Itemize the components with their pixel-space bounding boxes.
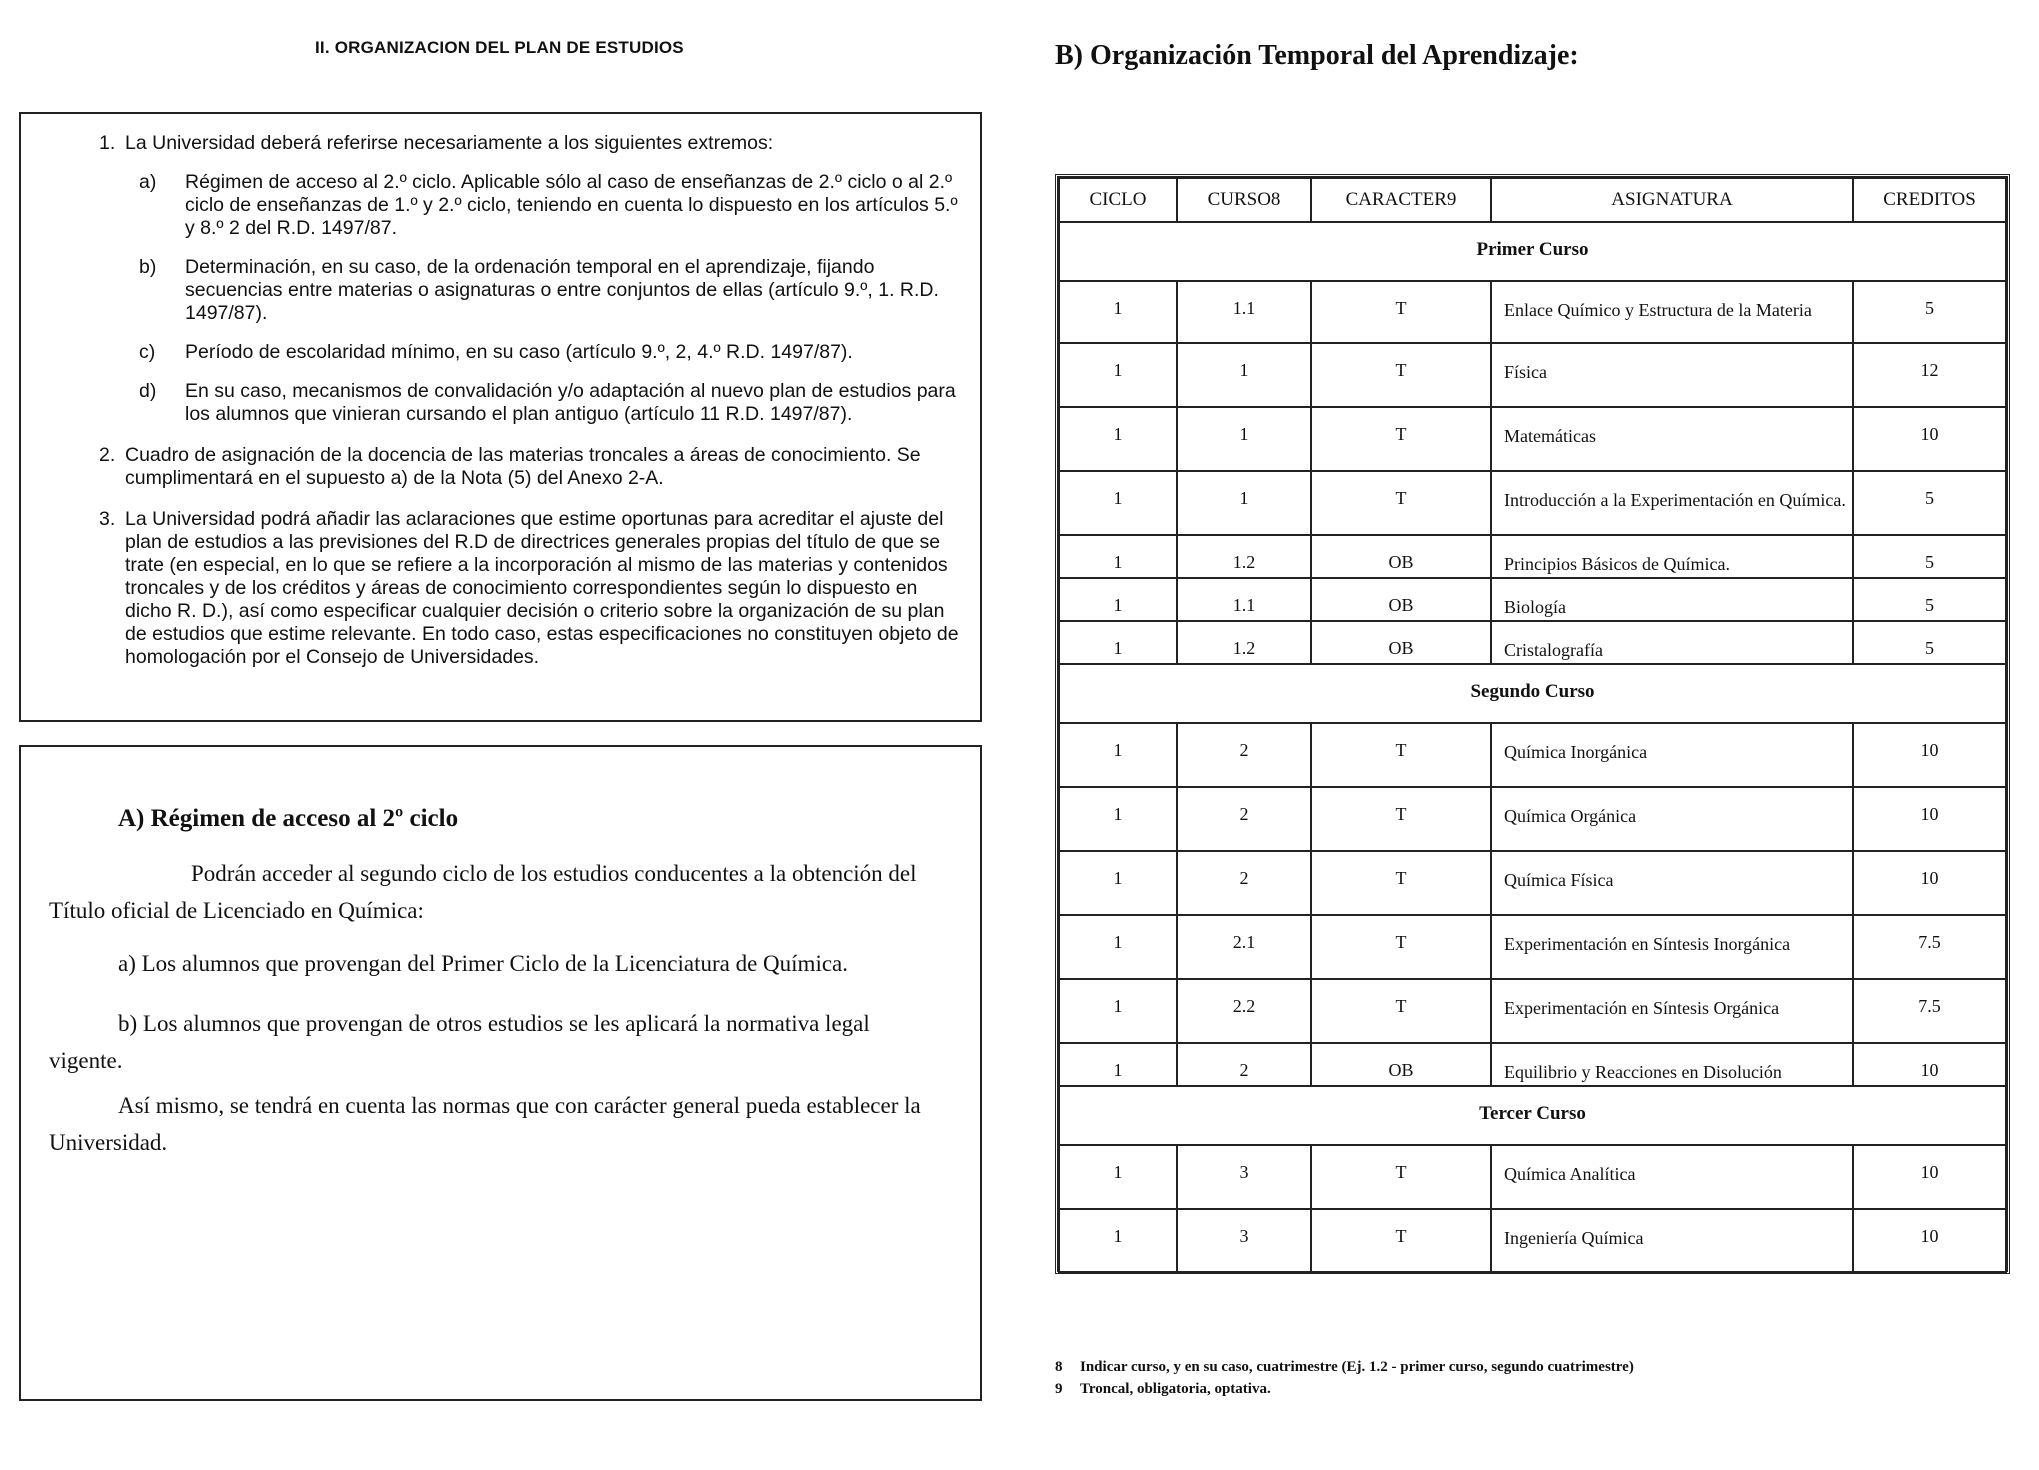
instructions-content — [99, 132, 969, 687]
cell-ciclo: 1 — [1059, 407, 1177, 471]
cell-caracter: OB — [1311, 578, 1491, 621]
cell-ciclo: 1 — [1059, 1209, 1177, 1273]
sub-item-d — [139, 380, 969, 426]
cell-creditos: 5 — [1853, 281, 2006, 343]
table-row — [1059, 407, 2006, 471]
table-row — [1059, 535, 2006, 578]
section-row — [1059, 222, 2006, 281]
cell-curso: 2 — [1177, 1043, 1311, 1086]
cell-caracter: T — [1311, 343, 1491, 407]
cell-asignatura: Experimentación en Síntesis Inorgánica — [1491, 915, 1853, 979]
table-row — [1059, 1145, 2006, 1209]
column-header-creditos: CREDITOS — [1853, 178, 2006, 222]
cell-asignatura: Ingeniería Química — [1491, 1209, 1853, 1273]
cell-creditos: 10 — [1853, 787, 2006, 851]
sub-item-text: Período de escolaridad mínimo, en su caso (artículo 9.º, 2, 4.º R.D. 1497/87). — [185, 341, 853, 363]
cell-curso: 2 — [1177, 723, 1311, 787]
cell-ciclo: 1 — [1059, 471, 1177, 535]
table-row — [1059, 915, 2006, 979]
section-title: Primer Curso — [1059, 222, 2006, 281]
footnote-text: Troncal, obligatoria, optativa. — [1080, 1381, 1271, 1397]
cell-ciclo: 1 — [1059, 535, 1177, 578]
sub-letter: d) — [139, 380, 157, 402]
cell-asignatura: Enlace Químico y Estructura de la Materia — [1491, 281, 1853, 343]
cell-ciclo: 1 — [1059, 1043, 1177, 1086]
sub-item-c — [139, 341, 969, 364]
cell-asignatura: Química Inorgánica — [1491, 723, 1853, 787]
access-regime-box — [19, 745, 982, 1401]
cell-caracter: OB — [1311, 621, 1491, 664]
table-body — [1059, 222, 2006, 1273]
cell-asignatura: Química Física — [1491, 851, 1853, 915]
table-row — [1059, 578, 2006, 621]
footnote-number: 9 — [1055, 1381, 1063, 1397]
cell-ciclo: 1 — [1059, 621, 1177, 664]
footnote — [1055, 1356, 1634, 1378]
instructions-box — [19, 112, 982, 722]
cell-creditos: 10 — [1853, 851, 2006, 915]
instruction-text: Cuadro de asignación de la docencia de las materias troncales a áreas de conocimiento. Se cumplimentará en el supuesto a) de la Nota (5) del Anexo 2-A. — [125, 444, 921, 489]
access-paragraph-3: b) Los alumnos que provengan de otros estudios se les aplicará la normativa legal vigente. — [49, 1011, 870, 1073]
cell-curso: 1 — [1177, 343, 1311, 407]
cell-caracter: OB — [1311, 1043, 1491, 1086]
item-number: 3. — [99, 508, 116, 530]
cell-creditos: 7.5 — [1853, 979, 2006, 1043]
column-header-asignatura: ASIGNATURA — [1491, 178, 1853, 222]
cell-creditos: 10 — [1853, 1209, 2006, 1273]
cell-ciclo: 1 — [1059, 979, 1177, 1043]
footnote-text: Indicar curso, y en su caso, cuatrimestre (Ej. 1.2 - primer curso, segundo cuatrimestre) — [1080, 1359, 1634, 1375]
column-header-caracter: CARACTER9 — [1311, 178, 1491, 222]
instruction-text: La Universidad podrá añadir las aclaraciones que estime oportunas para acreditar el ajuste del plan de estudios a las previsiones del R.D de directrices generales propias del título de que se trate (en especial, en lo que se refiere a la incorporación al mismo de las materias y contenidos troncales y de los créditos y áreas de conocimiento correspondientes según lo dispuesto en dicho R. D.), así como especificar cualquier decisión o criterio sobre la organización de su plan de estudios que estime relevante. En todo caso, estas especificaciones no constituyen objeto de homologación por el Consejo de Universidades. — [125, 508, 959, 668]
cell-caracter: T — [1311, 281, 1491, 343]
cell-asignatura: Equilibrio y Reacciones en Disolución — [1491, 1043, 1853, 1086]
item-number: 2. — [99, 444, 116, 466]
cell-curso: 1.1 — [1177, 578, 1311, 621]
section-row — [1059, 1086, 2006, 1145]
cell-creditos: 10 — [1853, 407, 2006, 471]
cell-creditos: 5 — [1853, 535, 2006, 578]
access-paragraph-4: Así mismo, se tendrá en cuenta las normas que con carácter general pueda establecer la Universidad. — [49, 1093, 921, 1155]
table-row — [1059, 471, 2006, 535]
table-row — [1059, 723, 2006, 787]
sub-item-b — [139, 256, 969, 325]
cell-caracter: T — [1311, 723, 1491, 787]
section-header: II. ORGANIZACION DEL PLAN DE ESTUDIOS — [315, 38, 684, 57]
table-row — [1059, 1209, 2006, 1273]
access-heading: A) Régimen de acceso al 2º ciclo — [118, 805, 459, 832]
table-row — [1059, 343, 2006, 407]
cell-caracter: T — [1311, 471, 1491, 535]
cell-ciclo: 1 — [1059, 343, 1177, 407]
cell-asignatura: Química Orgánica — [1491, 787, 1853, 851]
section-title: Tercer Curso — [1059, 1086, 2006, 1145]
footnote-number: 8 — [1055, 1359, 1063, 1375]
table-row — [1059, 979, 2006, 1043]
cell-creditos: 7.5 — [1853, 915, 2006, 979]
cell-curso: 2.2 — [1177, 979, 1311, 1043]
instruction-item-3 — [99, 508, 969, 669]
cell-curso: 2 — [1177, 787, 1311, 851]
cell-curso: 1 — [1177, 471, 1311, 535]
cell-creditos: 12 — [1853, 343, 2006, 407]
cell-creditos: 5 — [1853, 621, 2006, 664]
cell-curso: 2.1 — [1177, 915, 1311, 979]
instruction-text: La Universidad deberá referirse necesariamente a los siguientes extremos: — [125, 132, 774, 154]
cell-creditos: 10 — [1853, 723, 2006, 787]
table-row — [1059, 851, 2006, 915]
cell-caracter: T — [1311, 915, 1491, 979]
cell-ciclo: 1 — [1059, 851, 1177, 915]
cell-curso: 1.1 — [1177, 281, 1311, 343]
cell-curso: 1.2 — [1177, 621, 1311, 664]
cell-curso: 3 — [1177, 1209, 1311, 1273]
cell-asignatura: Matemáticas — [1491, 407, 1853, 471]
sub-letter: b) — [139, 256, 157, 278]
footnote — [1055, 1378, 1634, 1400]
instruction-item-2 — [99, 444, 969, 490]
cell-ciclo: 1 — [1059, 787, 1177, 851]
cell-asignatura: Biología — [1491, 578, 1853, 621]
sub-item-text: En su caso, mecanismos de convalidación y/o adaptación al nuevo plan de estudios para los alumnos que vinieran cursando el plan antiguo (artículo 11 R.D. 1497/87). — [185, 380, 956, 425]
cell-asignatura: Física — [1491, 343, 1853, 407]
column-header-curso: CURSO8 — [1177, 178, 1311, 222]
cell-caracter: T — [1311, 979, 1491, 1043]
cell-asignatura: Química Analítica — [1491, 1145, 1853, 1209]
cell-curso: 1 — [1177, 407, 1311, 471]
cell-ciclo: 1 — [1059, 915, 1177, 979]
cell-ciclo: 1 — [1059, 1145, 1177, 1209]
table-header-row — [1059, 178, 2006, 222]
cell-ciclo: 1 — [1059, 578, 1177, 621]
cell-curso: 2 — [1177, 851, 1311, 915]
access-paragraph-1: Podrán acceder al segundo ciclo de los estudios conducentes a la obtención del Título oficial de Licenciado en Química: — [49, 861, 917, 923]
column-header-ciclo: CICLO — [1059, 178, 1177, 222]
cell-asignatura: Principios Básicos de Química. — [1491, 535, 1853, 578]
instruction-item-1 — [99, 132, 969, 426]
cell-creditos: 5 — [1853, 471, 2006, 535]
cell-asignatura: Introducción a la Experimentación en Química. — [1491, 471, 1853, 535]
section-title: Segundo Curso — [1059, 664, 2006, 723]
cell-caracter: T — [1311, 407, 1491, 471]
cell-asignatura: Cristalografía — [1491, 621, 1853, 664]
table-row — [1059, 621, 2006, 664]
item-number: 1. — [99, 132, 116, 154]
cell-caracter: T — [1311, 1145, 1491, 1209]
course-table-frame — [1055, 174, 2010, 1274]
cell-creditos: 10 — [1853, 1145, 2006, 1209]
sub-letter: c) — [139, 341, 156, 363]
sub-item-text: Determinación, en su caso, de la ordenación temporal en el aprendizaje, fijando secuencias entre materias o asignaturas o entre conjuntos de ellas (artículo 9.º, 1. R.D. 1497/87). — [185, 256, 939, 324]
sub-item-text: Régimen de acceso al 2.º ciclo. Aplicable sólo al caso de enseñanzas de 2.º ciclo o al 2.º ciclo de enseñanzas de 1.º y 2.º ciclo, teniendo en cuenta lo dispuesto en los artículos 5.º y 8.º 2 del R.D. 1497/87. — [185, 171, 958, 239]
cell-curso: 1.2 — [1177, 535, 1311, 578]
table-row — [1059, 1043, 2006, 1086]
table-row — [1059, 787, 2006, 851]
cell-caracter: T — [1311, 787, 1491, 851]
section-row — [1059, 664, 2006, 723]
cell-curso: 3 — [1177, 1145, 1311, 1209]
cell-creditos: 10 — [1853, 1043, 2006, 1086]
cell-caracter: T — [1311, 851, 1491, 915]
cell-creditos: 5 — [1853, 578, 2006, 621]
sub-letter: a) — [139, 171, 157, 193]
cell-ciclo: 1 — [1059, 281, 1177, 343]
cell-ciclo: 1 — [1059, 723, 1177, 787]
cell-caracter: T — [1311, 1209, 1491, 1273]
cell-caracter: OB — [1311, 535, 1491, 578]
footnotes — [1055, 1356, 1634, 1400]
cell-asignatura: Experimentación en Síntesis Orgánica — [1491, 979, 1853, 1043]
course-table — [1058, 177, 2007, 1274]
table-row — [1059, 281, 2006, 343]
sub-item-a — [139, 171, 969, 240]
access-paragraph-2: a) Los alumnos que provengan del Primer Ciclo de la Licenciatura de Química. — [118, 951, 849, 976]
page-title: B) Organización Temporal del Aprendizaje: — [1055, 40, 1579, 71]
